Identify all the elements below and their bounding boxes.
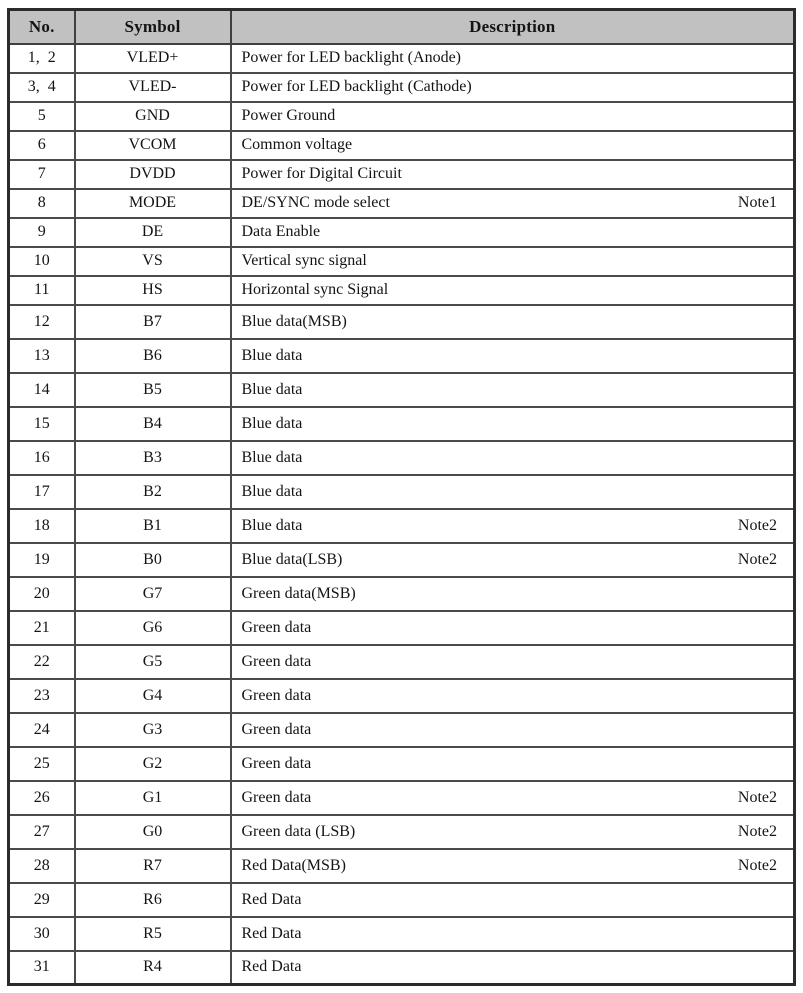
pin-symbol-cell: VCOM (75, 131, 231, 160)
pin-number-cell: 27 (9, 815, 75, 849)
pin-number-cell: 19 (9, 543, 75, 577)
pin-symbol-cell: MODE (75, 189, 231, 218)
pin-number-cell: 21 (9, 611, 75, 645)
pin-number-cell: 31 (9, 951, 75, 985)
pin-description-cell (231, 305, 795, 339)
pin-number-cell: 22 (9, 645, 75, 679)
pin-symbol-cell: G6 (75, 611, 231, 645)
pin-number-cell: 29 (9, 883, 75, 917)
pin-number-cell: 20 (9, 577, 75, 611)
pin-number-cell: 15 (9, 407, 75, 441)
table-row (9, 679, 795, 713)
pin-number-cell: 14 (9, 373, 75, 407)
pin-description-cell (231, 441, 795, 475)
pin-symbol-cell: VLED+ (75, 44, 231, 73)
pin-description-text: Power for Digital Circuit (241, 165, 402, 182)
pin-description-text: Green data (241, 720, 312, 738)
table-row (9, 160, 795, 189)
table-row (9, 44, 795, 73)
table-row (9, 407, 795, 441)
table-row (9, 339, 795, 373)
pin-description-text: Green data (241, 686, 312, 704)
pin-description-cell (231, 276, 795, 305)
note-ref: Note2 (737, 550, 777, 568)
note-ref: Note1 (737, 194, 777, 211)
pin-description-cell (231, 160, 795, 189)
pin-symbol-cell: G0 (75, 815, 231, 849)
pin-symbol-cell: B6 (75, 339, 231, 373)
pin-description-cell (231, 218, 795, 247)
table-header-row (9, 10, 795, 44)
pin-description-cell (231, 679, 795, 713)
pin-description-cell (231, 475, 795, 509)
pin-symbol-cell: G2 (75, 747, 231, 781)
table-row (9, 917, 795, 951)
pin-description-cell (231, 849, 795, 883)
table-row (9, 849, 795, 883)
pin-description-table (7, 8, 796, 986)
table-row (9, 189, 795, 218)
pin-symbol-cell: B5 (75, 373, 231, 407)
note-ref: Note2 (737, 788, 777, 806)
note-ref: Note2 (737, 856, 777, 874)
pin-symbol-cell: G5 (75, 645, 231, 679)
pin-description-text: Blue data (241, 380, 303, 398)
pin-description-text: Green data (241, 754, 312, 772)
pin-number-cell: 17 (9, 475, 75, 509)
pin-description-text: Blue data(MSB) (241, 312, 347, 330)
pin-symbol-cell: GND (75, 102, 231, 131)
pin-symbol-cell: B3 (75, 441, 231, 475)
pin-description-cell (231, 645, 795, 679)
pin-number-cell: 13 (9, 339, 75, 373)
table-row (9, 509, 795, 543)
table-row (9, 951, 795, 985)
pin-description-text: Vertical sync signal (241, 252, 367, 269)
table-row (9, 815, 795, 849)
pin-description-cell (231, 73, 795, 102)
pin-description-cell (231, 577, 795, 611)
pin-number-cell: 1, 2 (9, 44, 75, 73)
pin-number-cell: 18 (9, 509, 75, 543)
table-row (9, 373, 795, 407)
pin-description-cell (231, 509, 795, 543)
pin-number-cell: 12 (9, 305, 75, 339)
pin-symbol-cell: VS (75, 247, 231, 276)
pin-symbol-cell: R5 (75, 917, 231, 951)
table-row (9, 781, 795, 815)
pin-number-cell: 26 (9, 781, 75, 815)
table-row (9, 441, 795, 475)
table-row (9, 305, 795, 339)
pin-description-cell (231, 815, 795, 849)
table-row (9, 883, 795, 917)
pin-symbol-cell: R7 (75, 849, 231, 883)
table-row (9, 276, 795, 305)
pin-description-text: Power for LED backlight (Anode) (241, 49, 461, 66)
table-row (9, 645, 795, 679)
col-header-description: Description (231, 10, 795, 44)
note-ref: Note2 (737, 516, 777, 534)
table-row (9, 218, 795, 247)
table-body (9, 44, 795, 985)
pin-description-cell (231, 917, 795, 951)
pin-number-cell: 5 (9, 102, 75, 131)
table-row (9, 131, 795, 160)
pin-number-cell: 8 (9, 189, 75, 218)
pin-number-cell: 6 (9, 131, 75, 160)
pin-description-cell (231, 781, 795, 815)
table-row (9, 475, 795, 509)
pin-symbol-cell: B4 (75, 407, 231, 441)
table-row (9, 747, 795, 781)
pin-description-cell (231, 247, 795, 276)
pin-description-text: Red Data (241, 924, 302, 942)
pin-number-cell: 3, 4 (9, 73, 75, 102)
pin-number-cell: 9 (9, 218, 75, 247)
col-header-no: No. (9, 10, 75, 44)
pin-symbol-cell: B2 (75, 475, 231, 509)
pin-symbol-cell: G1 (75, 781, 231, 815)
pin-number-cell: 16 (9, 441, 75, 475)
pin-number-cell: 24 (9, 713, 75, 747)
pin-description-cell (231, 407, 795, 441)
pin-description-text: Power for LED backlight (Cathode) (241, 78, 472, 95)
pin-number-cell: 10 (9, 247, 75, 276)
pin-description-text: Red Data (241, 958, 302, 976)
pin-description-text: Red Data(MSB) (241, 856, 346, 874)
pin-number-cell: 23 (9, 679, 75, 713)
pin-symbol-cell: B7 (75, 305, 231, 339)
table-row (9, 713, 795, 747)
pin-symbol-cell: VLED- (75, 73, 231, 102)
note-ref: Note2 (737, 822, 777, 840)
pin-number-cell: 7 (9, 160, 75, 189)
pin-description-cell (231, 102, 795, 131)
pin-symbol-cell: DVDD (75, 160, 231, 189)
pin-description-cell (231, 189, 795, 218)
pin-description-cell (231, 131, 795, 160)
pin-description-text: Blue data (241, 346, 303, 364)
table-row (9, 247, 795, 276)
pin-description-cell (231, 747, 795, 781)
pin-description-cell (231, 611, 795, 645)
pin-description-text: Common voltage (241, 136, 353, 153)
pin-symbol-cell: G3 (75, 713, 231, 747)
table-row (9, 611, 795, 645)
table-row (9, 102, 795, 131)
pin-symbol-cell: HS (75, 276, 231, 305)
table-row (9, 577, 795, 611)
pin-description-cell (231, 543, 795, 577)
pin-description-text: Green data(MSB) (241, 584, 356, 602)
pin-description-cell (231, 951, 795, 985)
pin-description-text: Data Enable (241, 223, 321, 240)
pin-description-text: Horizontal sync Signal (241, 281, 389, 298)
pin-number-cell: 30 (9, 917, 75, 951)
pin-symbol-cell: DE (75, 218, 231, 247)
pin-symbol-cell: B1 (75, 509, 231, 543)
col-header-symbol: Symbol (75, 10, 231, 44)
pin-description-cell (231, 339, 795, 373)
pin-symbol-cell: R6 (75, 883, 231, 917)
pin-symbol-cell: G4 (75, 679, 231, 713)
pin-description-cell (231, 713, 795, 747)
pin-symbol-cell: R4 (75, 951, 231, 985)
pin-description-cell (231, 373, 795, 407)
pin-description-text: Power Ground (241, 107, 336, 124)
pin-description-text: Green data (241, 788, 312, 806)
pin-description-text: DE/SYNC mode select (241, 194, 390, 211)
pin-description-cell (231, 883, 795, 917)
pin-description-text: Blue data (241, 482, 303, 500)
pin-description-cell (231, 44, 795, 73)
pin-number-cell: 11 (9, 276, 75, 305)
pin-description-text: Green data (LSB) (241, 822, 356, 840)
pin-number-cell: 28 (9, 849, 75, 883)
pin-number-cell: 25 (9, 747, 75, 781)
pin-description-text: Green data (241, 652, 312, 670)
pin-description-text: Blue data (241, 448, 303, 466)
pin-description-text: Red Data (241, 890, 302, 908)
pin-description-text: Blue data (241, 516, 303, 534)
pin-symbol-cell: B0 (75, 543, 231, 577)
pin-symbol-cell: G7 (75, 577, 231, 611)
table-row (9, 543, 795, 577)
pin-description-text: Green data (241, 618, 312, 636)
pin-description-text: Blue data (241, 414, 303, 432)
pin-description-text: Blue data(LSB) (241, 550, 343, 568)
table-row (9, 73, 795, 102)
